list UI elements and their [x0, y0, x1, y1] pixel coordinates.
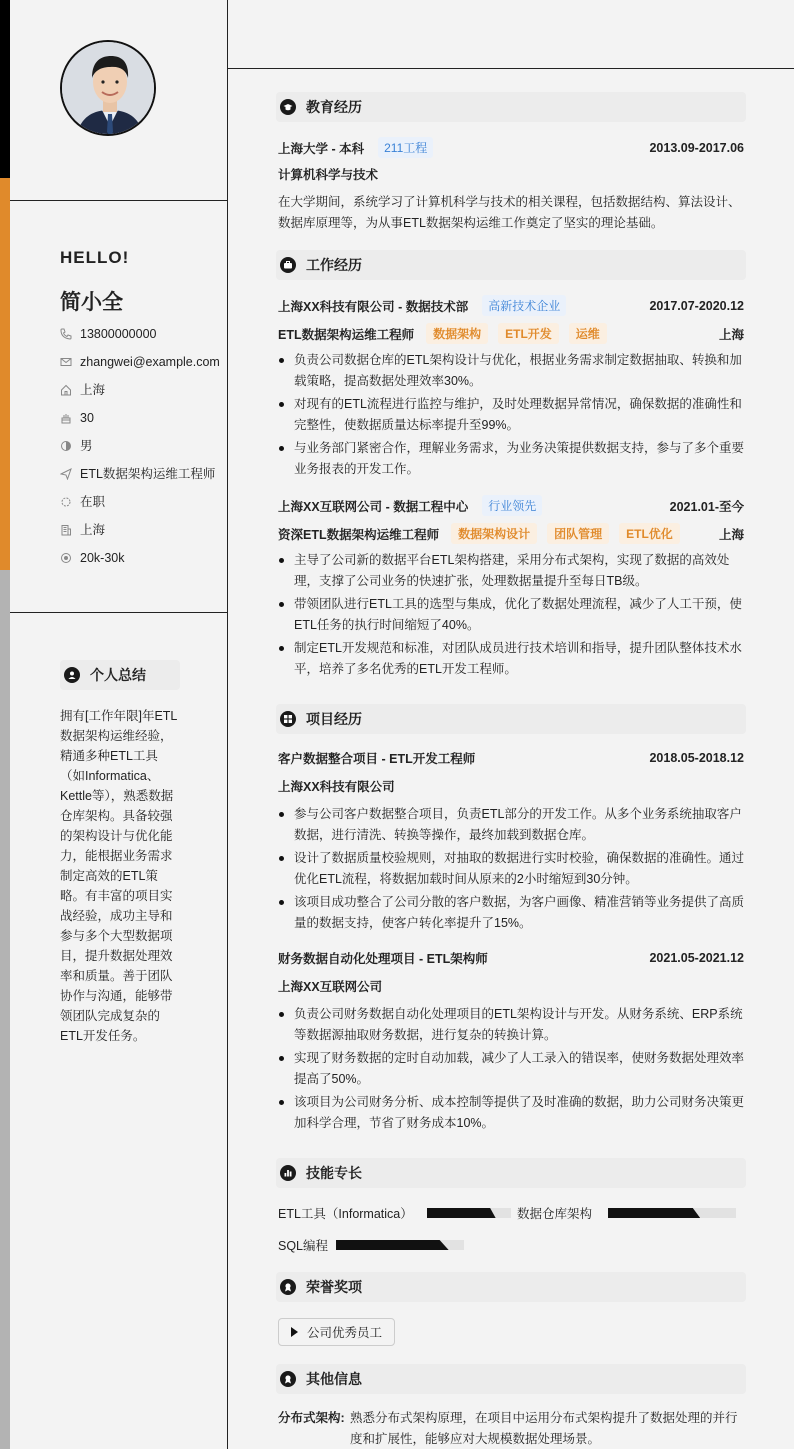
info-age — [60, 408, 230, 428]
school-tag: 211工程 — [378, 137, 433, 158]
phone-icon — [60, 328, 72, 340]
mail-icon — [60, 356, 72, 368]
location-text: 上海 — [80, 383, 106, 397]
info-status — [60, 492, 230, 512]
other-item — [278, 1408, 744, 1449]
work-title: 工作经历 — [306, 257, 362, 273]
list-item: 带领团队进行ETL工具的选型与集成，优化了数据处理流程，减少了人工干预，使ETL任务的执行时间缩短了40%。 — [278, 594, 744, 636]
play-icon — [291, 1327, 298, 1337]
skill-bar-fill — [608, 1208, 700, 1218]
info-city — [60, 520, 230, 540]
job-2-skill-tag: 团队管理 — [547, 523, 609, 544]
job-1-city: 上海 — [718, 327, 744, 342]
job-2-header — [278, 495, 744, 516]
list-item: 对现有的ETL流程进行监控与维护，及时处理数据异常情况，确保数据的准确性和完整性，使数据质量达标率提升至99%。 — [278, 394, 744, 436]
project-1-period: 2018.05-2018.12 — [649, 751, 744, 765]
info-email — [60, 352, 230, 372]
position-text: ETL数据架构运维工程师 — [80, 467, 216, 481]
job-2-tag: 行业领先 — [482, 495, 542, 516]
job-2-skill-tag: ETL优化 — [619, 523, 680, 544]
job-2-city: 上海 — [718, 527, 744, 542]
list-item: 设计了数据质量校验规则，对抽取的数据进行实时校验，确保数据的准确性。通过优化ETL流程，将数据加载时间从原来的2小时缩短到30分钟。 — [278, 848, 744, 890]
education-heading — [276, 92, 746, 122]
name: 简小全 — [60, 291, 123, 314]
user-icon — [64, 667, 80, 683]
status-icon — [60, 496, 72, 508]
other-value: 熟悉分布式架构原理，在项目中运用分布式架构提升了数据处理的并行度和扩展性，能够应对大规模数据处理场景。 — [350, 1411, 738, 1446]
bar-chart-icon — [280, 1165, 296, 1181]
skill-name: ETL工具（Informatica） — [278, 1207, 413, 1221]
skill-item — [517, 1204, 736, 1222]
job-1-role-row — [278, 323, 744, 344]
briefcase-icon — [280, 257, 296, 273]
job-1-header — [278, 295, 744, 316]
job-1-skill-tag: 数据架构 — [426, 323, 488, 344]
project-1-header — [278, 749, 744, 767]
main-content — [228, 0, 794, 1449]
skills-heading — [276, 1158, 746, 1188]
job-1-company: 上海XX科技有限公司 - 数据技术部 — [278, 299, 469, 314]
info-location — [60, 380, 230, 400]
phone-text: 13800000000 — [80, 327, 157, 341]
project-2-bullets — [278, 1004, 744, 1136]
school-name: 上海大学 - 本科 — [278, 141, 365, 156]
skill-bar-fill — [336, 1240, 449, 1250]
project-1-name: 客户数据整合项目 - ETL开发工程师 — [278, 752, 476, 766]
skill-name: SQL编程 — [278, 1239, 329, 1253]
summary-heading — [60, 660, 180, 690]
money-icon — [60, 552, 72, 564]
summary-title: 个人总结 — [90, 667, 146, 683]
skill-bar — [608, 1208, 736, 1218]
graduation-cap-icon — [280, 99, 296, 115]
project-2-company: 上海XX互联网公司 — [278, 980, 383, 994]
status-text: 在职 — [80, 495, 106, 509]
list-item: 该项目成功整合了公司分散的客户数据，为客户画像、精准营销等业务提供了高质量的数据支持，使客户转化率提升了15%。 — [278, 892, 744, 934]
project-2-header — [278, 949, 744, 967]
summary-text: 拥有[工作年限]年ETL数据架构运维经验，精通多种ETL工具（如Informatica、Kettle等），熟悉数据仓库架构。具备较强的架构设计与优化能力，能根据业务需求制定高效的ETL策略。有丰富的项目实战经验，成功主导和参与多个大型数据项目，提升数据处理效率和质量。善于团队协作与沟通，能够带领团队完成复杂的ETL开发任务。 — [60, 709, 178, 1043]
awards-title: 荣誉奖项 — [306, 1279, 362, 1295]
award-icon — [280, 1279, 296, 1295]
info-salary — [60, 548, 230, 568]
cake-icon — [60, 412, 72, 424]
skill-bar — [427, 1208, 511, 1218]
list-item: 与业务部门紧密合作，理解业务需求，为业务决策提供数据支持，参与了多个重要业务报表的开发工作。 — [278, 438, 744, 480]
home-icon — [60, 384, 72, 396]
list-item: 参与公司客户数据整合项目，负责ETL部分的开发工作。从多个业务系统抽取客户数据，进行清洗、转换等操作，最终加载到数据仓库。 — [278, 804, 744, 846]
projects-title: 项目经历 — [306, 711, 362, 727]
project-2-company-row — [278, 977, 744, 995]
projects-heading — [276, 704, 746, 734]
project-2-period: 2021.05-2021.12 — [649, 951, 744, 965]
education-row — [278, 137, 744, 158]
avatar — [60, 40, 156, 136]
job-2-skill-tag: 数据架构设计 — [451, 523, 537, 544]
grid-icon — [280, 711, 296, 727]
award-label: 公司优秀员工 — [307, 1326, 383, 1340]
major-row — [278, 165, 744, 183]
info-gender — [60, 436, 230, 456]
send-icon — [60, 468, 72, 480]
project-1-company-row — [278, 777, 744, 795]
list-item: 负责公司数据仓库的ETL架构设计与优化，根据业务需求制定数据抽取、转换和加载策略，提高数据处理效率30%。 — [278, 350, 744, 392]
education-desc: 在大学期间，系统学习了计算机科学与技术的相关课程，包括数据结构、算法设计、数据库原理等，为从事ETL数据架构运维工作奠定了坚实的理论基础。 — [278, 195, 741, 230]
award-icon — [280, 1371, 296, 1387]
other-key: 分布式架构: — [278, 1411, 345, 1425]
job-1-bullets — [278, 350, 744, 482]
hello-heading: HELLO! — [60, 248, 130, 267]
gender-text: 男 — [80, 439, 93, 453]
info-position — [60, 464, 230, 484]
project-2-name: 财务数据自动化处理项目 - ETL架构师 — [278, 952, 488, 966]
job-2-company: 上海XX互联网公司 - 数据工程中心 — [278, 499, 469, 514]
major: 计算机科学与技术 — [278, 168, 379, 182]
job-2-role-row — [278, 523, 744, 544]
email-text: zhangwei@example.com — [80, 355, 220, 369]
award-item[interactable] — [278, 1318, 395, 1346]
skill-name: 数据仓库架构 — [517, 1207, 593, 1221]
other-title: 其他信息 — [306, 1371, 362, 1387]
salary-text: 20k-30k — [80, 551, 125, 565]
work-heading — [276, 250, 746, 280]
color-stripe — [0, 0, 10, 1449]
job-1-tag: 高新技术企业 — [482, 295, 566, 316]
awards-heading — [276, 1272, 746, 1302]
job-1-role: ETL数据架构运维工程师 — [278, 327, 415, 342]
building-icon — [60, 524, 72, 536]
list-item: 制定ETL开发规范和标准，对团队成员进行技术培训和指导，提升团队整体技术水平，培养了多名优秀的ETL开发工程师。 — [278, 638, 744, 680]
info-phone — [60, 324, 230, 344]
sidebar — [10, 0, 228, 1449]
project-1-company: 上海XX科技有限公司 — [278, 780, 395, 794]
skill-bar-fill — [427, 1208, 496, 1218]
job-2-period: 2021.01-至今 — [669, 499, 744, 514]
other-heading — [276, 1364, 746, 1394]
skill-item — [278, 1204, 511, 1222]
age-text: 30 — [80, 411, 94, 425]
list-item: 负责公司财务数据自动化处理项目的ETL架构设计与开发。从财务系统、ERP系统等数据源抽取财务数据，进行复杂的转换计算。 — [278, 1004, 744, 1046]
job-1-period: 2017.07-2020.12 — [649, 298, 744, 313]
education-period: 2013.09-2017.06 — [649, 140, 744, 155]
skills-title: 技能专长 — [306, 1165, 362, 1181]
skill-item — [278, 1236, 464, 1254]
job-1-skill-tag: ETL开发 — [498, 323, 559, 344]
education-title: 教育经历 — [306, 99, 362, 115]
job-2-bullets — [278, 550, 744, 682]
list-item: 主导了公司新的数据平台ETL架构搭建，采用分布式架构，实现了数据的高效处理，支撑了公司业务的快速扩张，处理数据量提升至每日TB级。 — [278, 550, 744, 592]
contact-info — [60, 324, 230, 576]
job-1-skill-tag: 运维 — [569, 323, 607, 344]
gender-icon — [60, 440, 72, 452]
job-2-role: 资深ETL数据架构运维工程师 — [278, 527, 440, 542]
city-text: 上海 — [80, 523, 106, 537]
list-item: 该项目为公司财务分析、成本控制等提供了及时准确的数据，助力公司财务决策更加科学合理，节省了财务成本10%。 — [278, 1092, 744, 1134]
project-1-bullets — [278, 804, 744, 936]
skill-bar — [336, 1240, 464, 1250]
list-item: 实现了财务数据的定时自动加载，减少了人工录入的错误率，使财务数据处理效率提高了50%。 — [278, 1048, 744, 1090]
